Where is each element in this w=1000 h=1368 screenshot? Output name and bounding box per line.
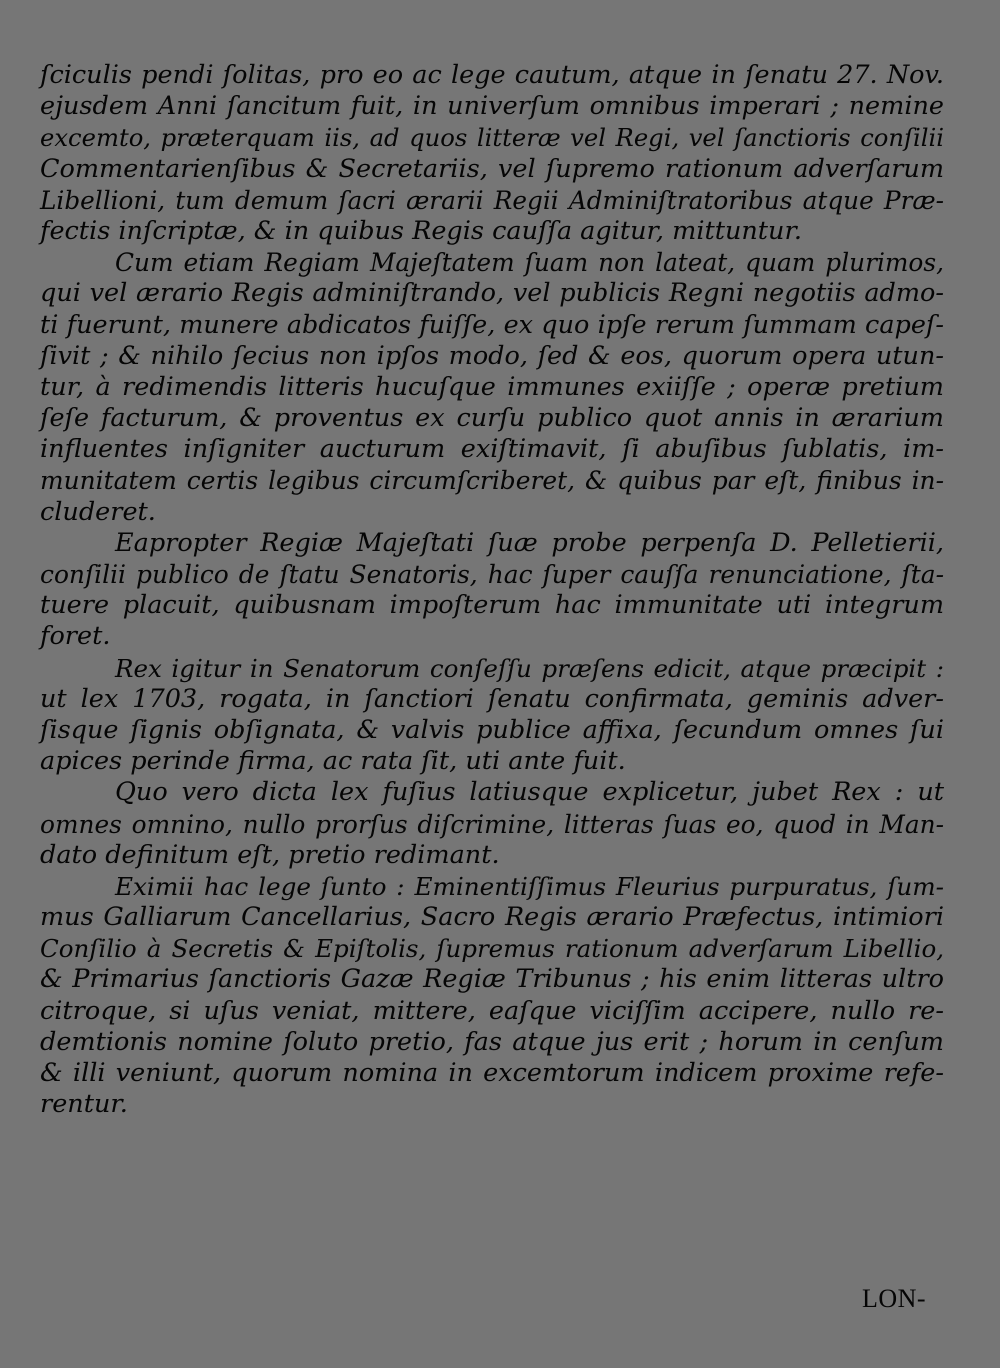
text-line: tur, à redimendis litteris hucuſque immunes exiiſſe ; operæ pretium bbox=[40, 371, 944, 402]
catchword: LON- bbox=[862, 1284, 927, 1313]
text-line: omnes omnino, nullo prorſus diſcrimine, litteras ſuas eo, quod in Man- bbox=[40, 809, 944, 839]
paragraph bbox=[40, 528, 944, 653]
text-line: ut lex 1703, rogata, in ſanctiori ſenatu confirmata, geminis adver- bbox=[40, 683, 944, 714]
latin-text-body bbox=[40, 60, 944, 1120]
text-line: Eapropter Regiæ Majeſtati ſuæ probe perpenſa D. Pelletierii, bbox=[115, 527, 944, 558]
text-line: ſivit ; & nihilo ſecius non ipſos modo, ſed & eos, quorum opera utun- bbox=[40, 340, 944, 371]
text-line: tuere placuit, quibusnam impoſterum hac immunitate uti integrum bbox=[40, 590, 944, 621]
text-line: fectis inſcriptæ, & in quibus Regis cauſſa agitur, mittuntur. bbox=[40, 215, 802, 246]
text-line: mus Galliarum Cancellarius, Sacro Regis ærario Præfectus, intimiori bbox=[40, 902, 944, 933]
text-line: demtionis nomine ſoluto pretio, fas atque jus erit ; horum in cenſum bbox=[40, 1026, 944, 1057]
text-line: rentur. bbox=[40, 1089, 128, 1120]
text-line: ejusdem Anni ſancitum fuit, in univerſum omnibus imperari ; nemine bbox=[40, 91, 944, 122]
text-line: Quo vero dicta lex fuſius latiusque explicetur, jubet Rex : ut bbox=[115, 777, 944, 808]
text-line: Cum etiam Regiam Majeſtatem ſuam non lateat, quam plurimos, bbox=[115, 248, 944, 278]
text-line: & Primarius ſanctioris Gazæ Regiæ Tribunus ; his enim litteras ultro bbox=[40, 964, 944, 995]
text-line: excemto, præterquam iis, ad quos litteræ vel Regi, vel ſanctioris conſilii bbox=[40, 123, 944, 153]
text-line: Commentarienſibus & Secretariis, vel ſupremo rationum adverſarum bbox=[40, 153, 944, 184]
text-line: apices perinde firma, ac rata ſit, uti ante fuit. bbox=[40, 746, 626, 777]
text-line: munitatem certis legibus circumſcriberet, & quibus par eſt, finibus in- bbox=[40, 466, 944, 496]
paragraph bbox=[40, 777, 944, 871]
text-line: Libellioni, tum demum ſacri ærarii Regii Adminiſtratoribus atque Præ- bbox=[40, 185, 944, 215]
text-line: & illi veniunt, quorum nomina in excemtorum indicem proxime refe- bbox=[40, 1058, 944, 1088]
text-line: cluderet. bbox=[40, 496, 156, 527]
text-line: Eximii hac lege ſunto : Eminentiſſimus Fleurius purpuratus, ſum- bbox=[115, 871, 944, 901]
paragraph bbox=[40, 653, 944, 778]
text-line: conſilii publico de ſtatu Senatoris, hac ſuper cauſſa renunciatione, ſta- bbox=[40, 560, 944, 589]
paragraph bbox=[40, 871, 944, 1121]
text-line: foret. bbox=[40, 621, 111, 652]
text-line: influentes inſigniter aucturum exiſtimavit, ſi abuſibus ſublatis, im- bbox=[40, 434, 944, 465]
text-line: Rex igitur in Senatorum conſeſſu præſens edicit, atque præcipit : bbox=[115, 653, 944, 683]
text-line: ſisque ſignis obſignata, & valvis publice affixa, ſecundum omnes ſui bbox=[40, 714, 944, 745]
text-line: ti fuerunt, munere abdicatos fuiſſe, ex quo ipſe rerum ſummam capeſ- bbox=[40, 309, 944, 340]
paragraph bbox=[40, 60, 944, 247]
text-line: dato definitum eſt, pretio redimant. bbox=[40, 839, 500, 870]
paragraph bbox=[40, 247, 944, 528]
text-line: ſciculis pendi ſolitas, pro eo ac lege cautum, atque in ſenatu 27. Nov. bbox=[40, 60, 944, 90]
text-line: Conſilio à Secretis & Epiſtolis, ſupremus rationum adverſarum Libellio, bbox=[40, 934, 944, 964]
text-line: ſeſe facturum, & proventus ex curſu publico quot annis in ærarium bbox=[40, 403, 944, 434]
text-line: qui vel ærario Regis adminiſtrando, vel publicis Regni negotiis admo- bbox=[40, 278, 944, 309]
text-line: citroque, si uſus veniat, mittere, eaſque viciſſim accipere, nullo re- bbox=[40, 995, 944, 1026]
